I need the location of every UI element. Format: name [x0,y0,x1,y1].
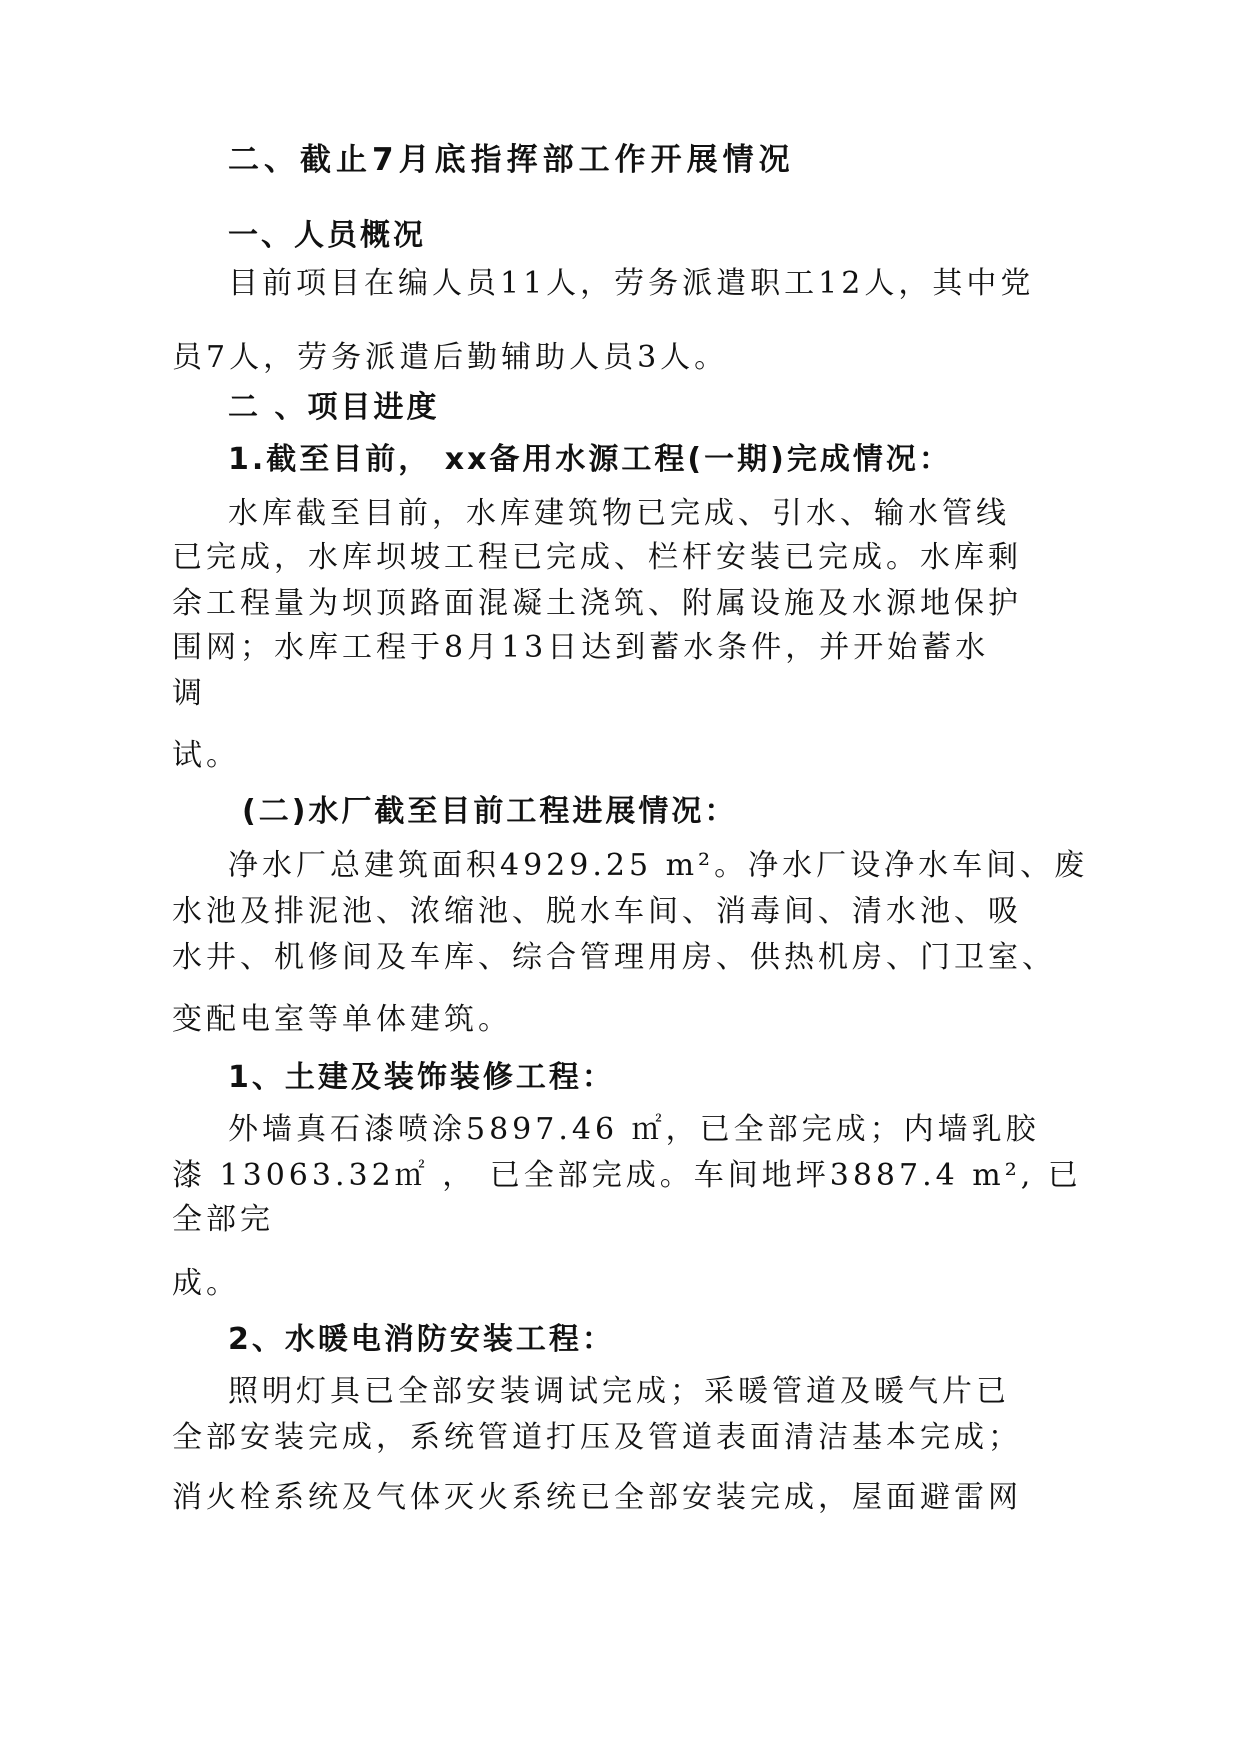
document-title: 二、截止7月底指挥部工作开展情况 [228,142,795,178]
item-heading-civil-works: 1、土建及装饰装修工程： [228,1060,615,1095]
paragraph-line: 调 [172,676,206,711]
section-heading-progress: 二 、项目进度 [228,390,440,425]
paragraph-line: 漆 13063.32㎡ ， 已全部完成。车间地坪3887.4 m², 已 [172,1158,1082,1193]
paragraph-line: 净水厂总建筑面积4929.25 m²。净水厂设净水车间、废 [228,848,1089,883]
paragraph-line: 全部完 [172,1202,274,1237]
paragraph-line: 水池及排泥池、浓缩池、脱水车间、消毒间、清水池、吸 [172,894,1022,929]
paragraph-line: 围网；水库工程于8月13日达到蓄水条件，并开始蓄水 [172,630,990,665]
paragraph-line: 员7人，劳务派遣后勤辅助人员3人。 [172,340,729,375]
paragraph-line: 变配电室等单体建筑。 [172,1002,512,1037]
paragraph-line: 全部安装完成，系统管道打压及管道表面清洁基本完成； [172,1420,1022,1455]
item-heading-mep-fire: 2、水暖电消防安装工程： [228,1322,615,1357]
paragraph-line: 已完成，水库坝坡工程已完成、栏杆安装已完成。水库剩 [172,540,1022,575]
paragraph-line: 消火栓系统及气体灭火系统已全部安装完成，屋面避雷网 [172,1480,1022,1515]
paragraph-line: 目前项目在编人员11人，劳务派遣职工12人，其中党 [228,266,1035,301]
paragraph-line: 照明灯具已全部安装调试完成；采暖管道及暖气片已 [228,1374,1010,1409]
subsection-heading-reservoir: 1.截至目前， xx备用水源工程(一期)完成情况： [228,442,952,477]
paragraph-line: 试。 [172,738,240,773]
paragraph-line: 成。 [172,1266,240,1301]
paragraph-line: 水库截至目前，水库建筑物已完成、引水、输水管线 [228,496,1010,531]
paragraph-line: 余工程量为坝顶路面混凝土浇筑、附属设施及水源地保护 [172,586,1022,621]
paragraph-line: 外墙真石漆喷涂5897.46 ㎡，已全部完成；内墙乳胶 [228,1112,1040,1147]
section-heading-personnel: 一、人员概况 [228,218,426,253]
subsection-heading-water-plant: (二)水厂截至目前工程进展情况： [242,794,738,829]
paragraph-line: 水井、机修间及车库、综合管理用房、供热机房、门卫室、 [172,940,1056,975]
